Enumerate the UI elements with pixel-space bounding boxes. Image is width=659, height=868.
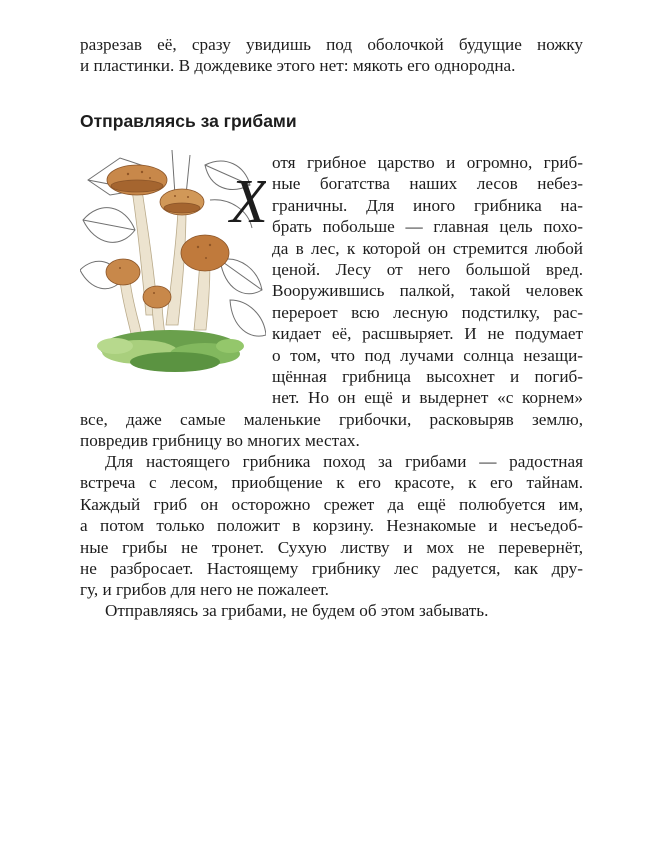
text-line: не разбросает. Настоящему грибнику лес радуется, как дру- [80,558,583,578]
text-line: нет. Но он ещё и выдернет «с корнем» [272,388,583,408]
text-line: Отправляясь за грибами, не будем об этом забывать. [105,601,489,620]
text-line: щённая грибница высохнет и погиб- [272,366,583,386]
text-line: все, даже самые маленькие грибочки, расковыряв землю, [80,410,583,429]
section-heading: Отправляясь за грибами [80,111,297,131]
text-line: перероет всю лесную подстилку, рас- [272,302,583,322]
text-line: ценой. Лесу от него большой вред. [272,259,583,279]
text-line: встреча с лесом, приобщение к его красоте, к его тайнам. [80,473,583,493]
text-line: ные богатства наших лесов небез- [272,174,583,194]
top-paragraph [80,34,583,77]
text-line: а потом только положит в корзину. Незнакомые и несъедоб- [80,516,583,536]
text-line: и пластинки. В дождевике этого нет: мякоть его однородна. [80,56,516,76]
mushroom-illustration [80,150,266,384]
text-line: гу, и грибов для него не пожалеет. [80,580,329,600]
text-line: ные грибы не тронет. Сухую листву и мох не перевернёт, [80,537,583,557]
text-line: Каждый гриб он осторожно срежет да ещё полюбуется им, [80,494,583,514]
text-line: повредив грибницу во многих местах. [80,431,360,451]
text-line: кидает её, расшвыряет. И не подумает [272,324,583,344]
wrapped-paragraph [272,152,583,409]
text-line: граничны. Для иного грибника на- [272,195,583,215]
paragraph-3 [80,600,583,621]
continued-paragraph [80,409,583,452]
text-line: разрезав её, сразу увидишь под оболочкой будущие ножку [80,35,583,54]
text-line: брать побольше — главная цель похо- [272,217,583,237]
text-line: отя грибное царство и огромно, гриб- [272,153,583,172]
text-line: о том, что под лучами солнца незащи- [272,345,583,365]
text-line: Для настоящего грибника поход за грибами — радостная [105,452,583,471]
paragraph-2 [80,451,583,601]
text-line: да в лес, к которой он стремится любой [272,238,583,258]
honey-mushrooms-icon [80,150,266,384]
text-line: Вооружившись палкой, такой человек [272,281,583,301]
drop-cap: Х [230,168,266,236]
